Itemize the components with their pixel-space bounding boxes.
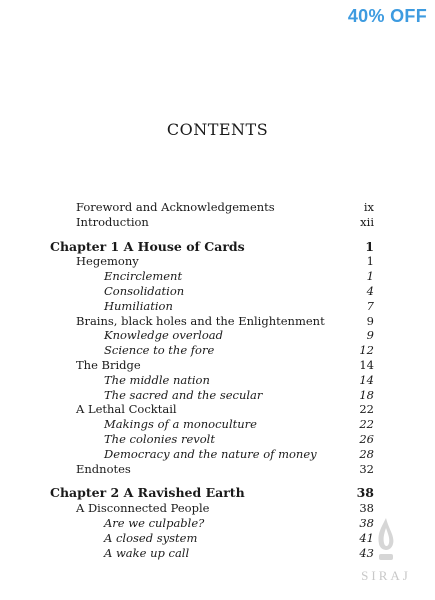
toc-page-number: 1	[366, 254, 374, 269]
toc-page-number: 14	[359, 372, 374, 387]
toc-entry-label: Are we culpable?	[104, 515, 205, 530]
page-title: CONTENTS	[166, 120, 269, 139]
toc-page-number: 38	[359, 515, 374, 530]
toc-page-number: 22	[359, 417, 374, 432]
toc-page-number: 14	[359, 357, 374, 372]
table-of-contents	[50, 200, 374, 560]
toc-page-number: ix	[363, 200, 374, 214]
toc-entry-row[interactable]	[50, 531, 374, 546]
toc-page-number: 22	[359, 402, 374, 417]
toc-page-number: 1	[365, 238, 374, 254]
toc-page-number: 28	[359, 446, 374, 461]
toc-entry-row[interactable]	[50, 501, 374, 516]
watermark	[351, 514, 421, 584]
toc-entry-label: A closed system	[104, 530, 198, 545]
toc-entry-label: The middle nation	[104, 372, 210, 387]
toc-entry-label: Chapter 2 A Ravished Earth	[50, 485, 245, 501]
toc-entry-row[interactable]	[50, 284, 374, 299]
toc-entry-row[interactable]	[50, 200, 374, 215]
toc-entry-label: Humiliation	[104, 298, 173, 313]
toc-entry-row[interactable]	[50, 516, 374, 531]
toc-entry-row[interactable]	[50, 546, 374, 561]
toc-entry-row[interactable]	[50, 343, 374, 358]
toc-entry-row[interactable]	[50, 373, 374, 388]
toc-entry-label: The sacred and the secular	[104, 387, 263, 402]
toc-entry-row[interactable]	[50, 314, 374, 329]
toc-entry-row[interactable]	[50, 462, 374, 477]
toc-entry-row[interactable]	[50, 417, 374, 432]
toc-chapter-row[interactable]	[50, 486, 374, 501]
toc-page-number: 12	[359, 343, 374, 358]
toc-entry-label: Hegemony	[76, 254, 139, 269]
toc-entry-row[interactable]	[50, 447, 374, 462]
toc-page-number: 43	[359, 545, 374, 560]
toc-entry-label: Chapter 1 A House of Cards	[50, 238, 245, 254]
toc-entry-row[interactable]	[50, 358, 374, 373]
toc-page-number: 4	[366, 283, 374, 298]
toc-entry-row[interactable]	[50, 388, 374, 403]
toc-page-number: 7	[366, 298, 374, 313]
toc-page-number: 9	[366, 313, 374, 328]
toc-entry-row[interactable]	[50, 432, 374, 447]
toc-page-number: 38	[359, 501, 374, 516]
toc-entry-row[interactable]	[50, 328, 374, 343]
discount-badge: 40% OFF	[347, 6, 427, 26]
toc-entry-label: A Lethal Cocktail	[76, 402, 177, 417]
toc-entry-row[interactable]	[50, 269, 374, 284]
siraj-logo-icon	[351, 514, 421, 566]
toc-entry-label: Encirclement	[104, 269, 183, 284]
toc-entry-label: A Disconnected People	[76, 501, 210, 516]
toc-entry-row[interactable]	[50, 299, 374, 314]
toc-entry-label: Democracy and the nature of money	[104, 446, 317, 461]
toc-entry-label: Science to the fore	[104, 343, 215, 358]
toc-page-number: 18	[359, 387, 374, 402]
watermark-text: SIRAJ	[361, 568, 411, 583]
toc-page-number: 1	[366, 269, 374, 284]
toc-page-number: 38	[356, 485, 374, 501]
toc-page-number: 32	[359, 461, 374, 476]
toc-chapter-row[interactable]	[50, 240, 374, 255]
toc-entry-label: The Bridge	[76, 357, 141, 372]
toc-page-number: xii	[360, 214, 374, 229]
toc-entry-row[interactable]	[50, 402, 374, 417]
toc-entry-label: Brains, black holes and the Enlightenment	[76, 313, 325, 328]
toc-entry-label: Endnotes	[76, 461, 131, 476]
toc-entry-label: Makings of a monoculture	[104, 417, 257, 432]
toc-entry-row[interactable]	[50, 254, 374, 269]
toc-entry-label: The colonies revolt	[104, 431, 215, 446]
toc-page-number: 26	[359, 431, 374, 446]
toc-page-number: 41	[359, 530, 374, 545]
toc-entry-label: A wake up call	[104, 545, 190, 560]
toc-entry-label: Foreword and Acknowledgements	[76, 200, 275, 214]
toc-entry-row[interactable]	[50, 215, 374, 230]
toc-entry-label: Consolidation	[104, 283, 185, 298]
toc-entry-label: Introduction	[76, 214, 149, 229]
toc-entry-label: Knowledge overload	[104, 328, 223, 343]
toc-page-number: 9	[366, 328, 374, 343]
